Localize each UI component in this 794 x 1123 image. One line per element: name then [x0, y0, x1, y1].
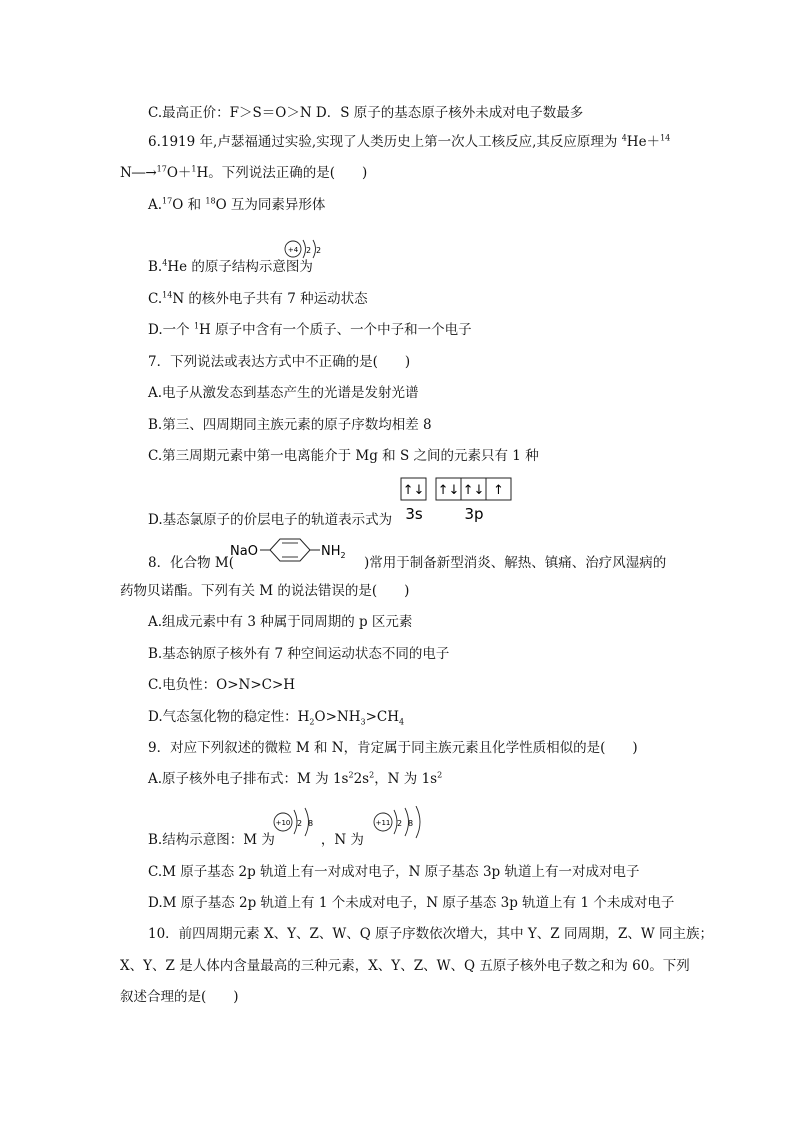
option-c-text: N 的核外电子共有 7 种运动状态: [172, 291, 368, 307]
option-c-label: C.: [148, 291, 163, 307]
nh-text: NH: [321, 544, 341, 559]
q6-question: H。下列说法正确的是( ): [196, 165, 368, 181]
m-nucleus-charge: +10: [275, 819, 291, 827]
compound-m-structure: [228, 535, 360, 571]
n-shell-2: 8: [408, 819, 414, 828]
m-structure-diagram: [272, 806, 332, 842]
n-shell-1: 2: [397, 819, 403, 828]
chlorine-orbital-diagram: [400, 477, 515, 523]
q10-stem-line3: 叙述合理的是( ): [120, 989, 239, 1005]
o-mass-number: 17: [156, 164, 167, 174]
n-structure-diagram: [372, 806, 432, 842]
n-symbol: N―→: [120, 165, 157, 181]
sup-1: 2: [348, 770, 354, 780]
nao-group: NaO: [230, 544, 258, 559]
q10-stem-line1: 10．前四周期元素 X、Y、Z、W、Q 原子序数依次增大，其中 Y、Z 同周期，Z、W 同主族；: [148, 926, 714, 942]
option-d-mid1: O>NH: [314, 709, 361, 725]
option-a-text: A.原子核外电子排布式：M 为 1s: [148, 771, 349, 787]
sub-4: 4: [399, 717, 405, 727]
n14-mass: 14: [162, 290, 173, 300]
orbital-3p-label: 3p: [464, 505, 484, 523]
shell-1-electrons: 2: [306, 246, 312, 255]
option-b-text: He 的原子结构示意图为: [167, 259, 313, 275]
q5-option-c: C.最高正价：F＞S＝O＞N D．S 原子的基态原子核外未成对电子数最多: [148, 105, 584, 121]
he-symbol: He＋: [626, 134, 661, 150]
benzene-ring: [270, 539, 310, 561]
q7-option-c: C.第三周期元素中第一电离能介于 Mg 和 S 之间的元素只有 1 种: [148, 448, 539, 464]
q9-option-c: C.M 原子基态 2p 轨道上有一对成对电子，N 原子基态 3p 轨道上有一对成对电子: [148, 864, 640, 880]
nucleus-charge: +4: [287, 246, 299, 254]
q8-stem-start: 8．化合物 M(: [148, 555, 234, 571]
q7-option-b: B.第三、四周期同主族元素的原子序数均相差 8: [148, 417, 432, 433]
q7-option-d: D.基态氯原子的价层电子的轨道表示式为: [148, 512, 393, 528]
q8-option-c: C.电负性：O>N>C>H: [148, 677, 296, 693]
orbital-3s-label: 3s: [405, 505, 423, 523]
q7-option-a: A.电子从激发态到基态产生的光谱是发射光谱: [148, 385, 419, 401]
q7-stem: 7．下列说法或表达方式中不正确的是( ): [148, 354, 411, 370]
sub-3: 3: [360, 717, 366, 727]
q6-option-c: [148, 290, 368, 308]
q6-option-a: [148, 196, 325, 214]
option-a-text-end: O 互为同素异形体: [215, 197, 326, 213]
orbital-3p-2-electrons: ↑↓: [462, 483, 485, 498]
sub-2: 2: [309, 717, 315, 727]
q6-stem-line1: [148, 133, 670, 151]
o18-mass: 18: [205, 196, 216, 206]
n-nucleus-charge: +11: [375, 819, 391, 827]
he4-mass: 4: [162, 258, 168, 268]
q8-option-d: [148, 708, 404, 726]
q6-stem-text: 6.1919 年,卢瑟福通过实验,实现了人类历史上第一次人工核反应,其反应原理为: [148, 134, 622, 150]
q8-option-b: B.基态钠原子核外有 7 种空间运动状态不同的电子: [148, 646, 450, 662]
shell-2-electrons: 2: [316, 246, 322, 255]
option-d-mid2: >CH: [365, 709, 399, 725]
option-b-text: B.结构示意图：M 为: [148, 832, 275, 848]
q6-option-d: [148, 321, 472, 339]
q10-stem-line2: X、Y、Z 是人体内含量最高的三种元素，X、Y、Z、W、Q 五原子核外电子数之和为 60。下列: [120, 958, 690, 974]
h1-mass: 1: [193, 321, 200, 331]
he-mass-number: 4: [621, 133, 627, 143]
o17-mass: 17: [162, 196, 173, 206]
option-b-mid: ，N 为: [320, 832, 364, 848]
option-d-text: H 原子中含有一个质子、一个中子和一个电子: [199, 322, 472, 338]
sup-3: 2: [437, 770, 443, 780]
m-shell-1: 2: [297, 819, 303, 828]
q9-stem: 9．对应下列叙述的微粒 M 和 N，肯定属于同主族元素且化学性质相似的是( ): [148, 740, 638, 756]
nh2-subscript: 2: [340, 551, 346, 560]
q8-option-a: A.组成元素中有 3 种属于同周期的 p 区元素: [148, 614, 413, 630]
option-a-mid: 2s: [353, 771, 370, 787]
n-shell-arc-3: [416, 806, 420, 838]
sup-2: 2: [369, 770, 375, 780]
option-d-text: D.气态氢化物的稳定性：H: [148, 709, 310, 725]
option-a-text: O 和: [172, 197, 206, 213]
orbital-3p-3-electrons: ↑: [493, 483, 504, 498]
he-atom-structure-diagram: [284, 238, 354, 266]
option-a-mid2: ，N 为 1s: [374, 771, 438, 787]
q8-stem-end: )常用于制备新型消炎、解热、镇痛、治疗风湿病的: [363, 555, 667, 571]
nh2-group: [321, 544, 346, 560]
option-a-label: A.: [148, 197, 163, 213]
orbital-3p-1-electrons: ↑↓: [437, 483, 460, 498]
option-b-label: B.: [148, 259, 163, 275]
option-d-label: D.一个: [148, 322, 194, 338]
q8-stem-line2: 药物贝诺酯。下列有关 M 的说法错误的是( ): [120, 583, 410, 599]
q9-option-a: [148, 770, 442, 788]
m-shell-2: 8: [308, 819, 314, 828]
q9-option-d: D.M 原子基态 2p 轨道上有 1 个未成对电子，N 原子基态 3p 轨道上有 1 个未成对电子: [148, 895, 675, 911]
n-mass-number: 14: [660, 133, 671, 143]
h-mass-number: 1: [191, 164, 197, 174]
o-symbol: O＋: [166, 165, 192, 181]
q6-stem-line2: [120, 164, 367, 182]
orbital-3s-electrons: ↑↓: [402, 483, 425, 498]
q8-stem-line1: [148, 554, 666, 572]
